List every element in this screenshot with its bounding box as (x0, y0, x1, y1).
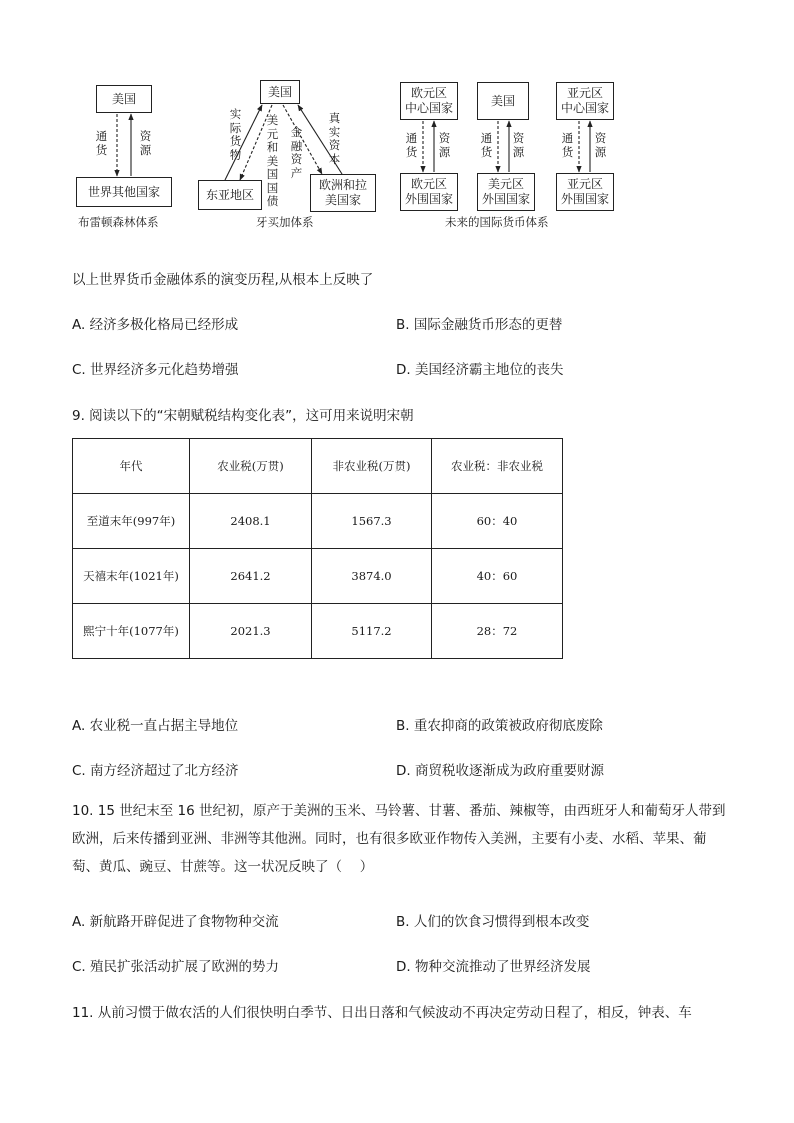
row-ratio: 60：40 (432, 494, 563, 549)
row-nonagri-tax: 5117.2 (312, 604, 432, 659)
future-asia-outer-box: 亚元区 外围国家 (556, 173, 614, 211)
jamaica-real-capital-label: 真实资本 (328, 111, 341, 166)
table-row (73, 604, 563, 659)
row-era: 天禧末年(1021年) (73, 549, 190, 604)
q10-option-a: A. 新航路开辟促进了食物物种交流 (72, 914, 279, 930)
jamaica-east-asia-box: 东亚地区 (198, 180, 262, 210)
q11-stem: 11. 从前习惯于做农活的人们很快明白季节、日出日落和气候波动不再决定劳动日程了，相反，钟表、车 (72, 1005, 692, 1021)
q9-option-c: C. 南方经济超过了北方经济 (72, 763, 239, 779)
row-agri-tax: 2408.1 (190, 494, 312, 549)
tax-structure-table (72, 438, 563, 659)
jamaica-europe-latin-box: 欧洲和拉 美国家 (310, 174, 376, 212)
q9-option-b: B. 重农抑商的政策被政府彻底废除 (396, 718, 603, 734)
bretton-currency-label: 通货 (95, 129, 108, 157)
bretton-usa-box: 美国 (96, 85, 152, 113)
bretton-caption: 布雷顿森林体系 (78, 215, 159, 229)
future-asia-resources-label: 资源 (594, 131, 607, 159)
future-asia-center-box: 亚元区 中心国家 (556, 82, 614, 120)
q8-stem: 以上世界货币金融体系的演变历程,从根本上反映了 (72, 272, 374, 288)
future-usd-outer-box: 美元区 外国国家 (477, 173, 535, 211)
q9-option-d: D. 商贸税收逐渐成为政府重要财源 (396, 763, 604, 779)
bretton-resources-label: 资源 (139, 129, 152, 157)
table-row (73, 549, 563, 604)
bretton-others-box: 世界其他国家 (76, 177, 172, 207)
q8-option-b: B. 国际金融货币形态的更替 (396, 317, 563, 333)
jamaica-real-goods-label: 实际货物 (229, 107, 242, 162)
jamaica-usd-bonds-label: 美元和美国国债 (266, 113, 279, 208)
header-era: 年代 (73, 439, 190, 494)
row-agri-tax: 2641.2 (190, 549, 312, 604)
future-caption: 未来的国际货币体系 (445, 215, 549, 229)
future-usa-box: 美国 (477, 82, 529, 120)
q9-option-a: A. 农业税一直占据主导地位 (72, 718, 239, 734)
header-agri-tax: 农业税(万贯) (190, 439, 312, 494)
row-era: 至道末年(997年) (73, 494, 190, 549)
q8-option-d: D. 美国经济霸主地位的丧失 (396, 362, 564, 378)
row-ratio: 40：60 (432, 549, 563, 604)
q8-option-c: C. 世界经济多元化趋势增强 (72, 362, 239, 378)
future-asia-currency-label: 通货 (561, 131, 574, 159)
q10-stem: 10. 15 世纪末至 16 世纪初，原产于美洲的玉米、马铃薯、甘薯、番茄、辣椒等，由西班牙人和葡萄牙人带到欧洲，后来传播到亚洲、非洲等其他洲。同时，也有很多欧亚作物传入美洲，主要有小麦、水稻、苹果、葡萄、黄瓜、豌豆、甘蔗等。这一状况反映了（ ） (72, 803, 726, 875)
q10-option-b: B. 人们的饮食习惯得到根本改变 (396, 914, 590, 930)
jamaica-financial-assets-label: 金融资产 (290, 125, 303, 180)
q8-option-a: A. 经济多极化格局已经形成 (72, 317, 239, 333)
table-header-row (73, 439, 563, 494)
table-row (73, 494, 563, 549)
q10-option-d: D. 物种交流推动了世界经济发展 (396, 959, 591, 975)
row-nonagri-tax: 3874.0 (312, 549, 432, 604)
q9-stem: 9. 阅读以下的“宋朝赋税结构变化表”，这可用来说明宋朝 (72, 408, 414, 424)
jamaica-assets-arrow (283, 105, 322, 174)
jamaica-usa-box: 美国 (260, 80, 300, 104)
future-euro-currency-label: 通货 (405, 131, 418, 159)
future-euro-center-box: 欧元区 中心国家 (400, 82, 458, 120)
header-ratio: 农业税：非农业税 (432, 439, 563, 494)
future-usd-currency-label: 通货 (480, 131, 493, 159)
row-agri-tax: 2021.3 (190, 604, 312, 659)
future-usd-resources-label: 资源 (512, 131, 525, 159)
jamaica-capital-arrow (298, 105, 342, 174)
future-euro-outer-box: 欧元区 外围国家 (400, 173, 458, 211)
jamaica-caption: 牙买加体系 (256, 215, 314, 229)
future-euro-resources-label: 资源 (438, 131, 451, 159)
header-nonagri-tax: 非农业税(万贯) (312, 439, 432, 494)
row-ratio: 28：72 (432, 604, 563, 659)
row-nonagri-tax: 1567.3 (312, 494, 432, 549)
row-era: 熙宁十年(1077年) (73, 604, 190, 659)
diagram-arrows (0, 0, 794, 240)
q10-option-c: C. 殖民扩张活动扩展了欧洲的势力 (72, 959, 280, 975)
